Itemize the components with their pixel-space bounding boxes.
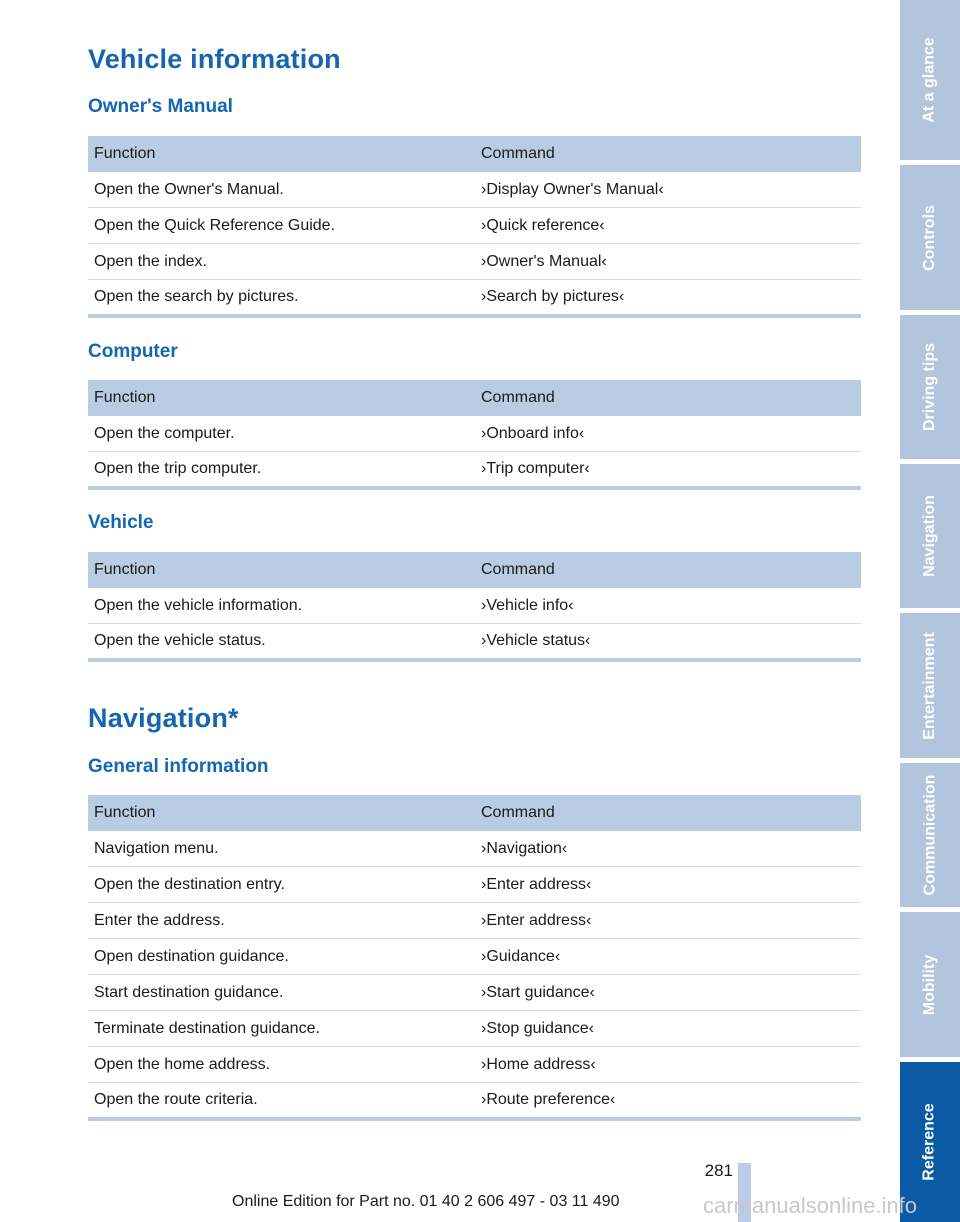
table-row: [88, 1011, 861, 1047]
table-row: [88, 1047, 861, 1083]
command-cell: ›Vehicle status‹: [475, 624, 861, 661]
tab-mobility[interactable]: [900, 912, 960, 1057]
tab-label: Driving tips: [921, 342, 939, 432]
tab-label: Navigation: [921, 495, 939, 577]
function-cell: Open the route criteria.: [88, 1083, 475, 1120]
function-cell: Open the Owner's Manual.: [88, 172, 475, 208]
function-cell: Open the home address.: [88, 1047, 475, 1083]
subsection-title-vehicle: Vehicle: [88, 512, 154, 533]
tab-label: At a glance: [921, 37, 939, 123]
tab-label: Entertainment: [921, 631, 939, 740]
function-cell: Navigation menu.: [88, 831, 475, 867]
section-title-navigation: Navigation*: [88, 703, 239, 733]
tab-driving-tips[interactable]: [900, 315, 960, 459]
tab-controls[interactable]: [900, 165, 960, 310]
section-title-vehicle-information: Vehicle information: [88, 44, 341, 74]
command-cell: ›Route preference‹: [475, 1083, 861, 1120]
function-cell: Start destination guidance.: [88, 975, 475, 1011]
watermark: carmanualsonline.info: [703, 1193, 918, 1218]
tab-entertainment[interactable]: [900, 613, 960, 758]
tab-at-a-glance[interactable]: [900, 0, 960, 160]
column-header-function: Function: [88, 380, 475, 416]
command-cell: ›Enter address‹: [475, 867, 861, 903]
function-cell: Open the computer.: [88, 416, 475, 452]
table-row: [88, 903, 861, 939]
column-header-command: Command: [475, 795, 861, 831]
table-row: [88, 172, 861, 208]
table-row: [88, 975, 861, 1011]
function-cell: Open the vehicle information.: [88, 588, 475, 624]
function-cell: Terminate destination guidance.: [88, 1011, 475, 1047]
column-header-function: Function: [88, 795, 475, 831]
subsection-title-computer: Computer: [88, 341, 178, 362]
table-row: [88, 624, 861, 661]
function-cell: Open destination guidance.: [88, 939, 475, 975]
function-cell: Open the trip computer.: [88, 452, 475, 489]
table-row: [88, 208, 861, 244]
command-cell: ›Stop guidance‹: [475, 1011, 861, 1047]
table-row: [88, 867, 861, 903]
command-cell: ›Start guidance‹: [475, 975, 861, 1011]
command-cell: ›Trip computer‹: [475, 452, 861, 489]
column-header-command: Command: [475, 136, 861, 172]
tab-label: Communication: [921, 774, 939, 896]
command-cell: ›Owner's Manual‹: [475, 244, 861, 280]
function-cell: Open the index.: [88, 244, 475, 280]
table-row: [88, 244, 861, 280]
command-cell: ›Vehicle info‹: [475, 588, 861, 624]
tab-label: Mobility: [921, 954, 938, 1015]
command-cell: ›Onboard info‹: [475, 416, 861, 452]
function-cell: Open the vehicle status.: [88, 624, 475, 661]
navigation-table: [88, 795, 861, 1121]
table-row: [88, 416, 861, 452]
command-cell: ›Guidance‹: [475, 939, 861, 975]
computer-table: [88, 380, 861, 490]
subsection-title-owners-manual: Owner's Manual: [88, 96, 233, 117]
table-header-row: [88, 380, 861, 416]
function-cell: Open the search by pictures.: [88, 280, 475, 317]
table-row: [88, 452, 861, 489]
command-cell: ›Home address‹: [475, 1047, 861, 1083]
tab-navigation[interactable]: [900, 464, 960, 608]
subsection-title-general-information: General information: [88, 756, 269, 777]
command-cell: ›Enter address‹: [475, 903, 861, 939]
tab-communication[interactable]: [900, 763, 960, 907]
table-header-row: [88, 795, 861, 831]
command-cell: ›Navigation‹: [475, 831, 861, 867]
tab-label: Controls: [921, 204, 938, 271]
column-header-command: Command: [475, 552, 861, 588]
table-row: [88, 831, 861, 867]
footer-text: Online Edition for Part no. 01 40 2 606 497 - 03 11 490: [232, 1193, 620, 1210]
function-cell: Open the destination entry.: [88, 867, 475, 903]
command-cell: ›Search by pictures‹: [475, 280, 861, 317]
table-header-row: [88, 136, 861, 172]
command-cell: ›Quick reference‹: [475, 208, 861, 244]
owners-manual-table: [88, 136, 861, 318]
column-header-function: Function: [88, 552, 475, 588]
table-row: [88, 588, 861, 624]
vehicle-table: [88, 552, 861, 662]
command-cell: ›Display Owner's Manual‹: [475, 172, 861, 208]
column-header-function: Function: [88, 136, 475, 172]
function-cell: Open the Quick Reference Guide.: [88, 208, 475, 244]
table-row: [88, 1083, 861, 1120]
column-header-command: Command: [475, 380, 861, 416]
tab-label: Reference: [921, 1103, 938, 1181]
table-header-row: [88, 552, 861, 588]
table-row: [88, 939, 861, 975]
function-cell: Enter the address.: [88, 903, 475, 939]
chapter-tab-bar: [900, 0, 960, 1222]
table-row: [88, 280, 861, 317]
page-number: 281: [704, 1161, 733, 1180]
